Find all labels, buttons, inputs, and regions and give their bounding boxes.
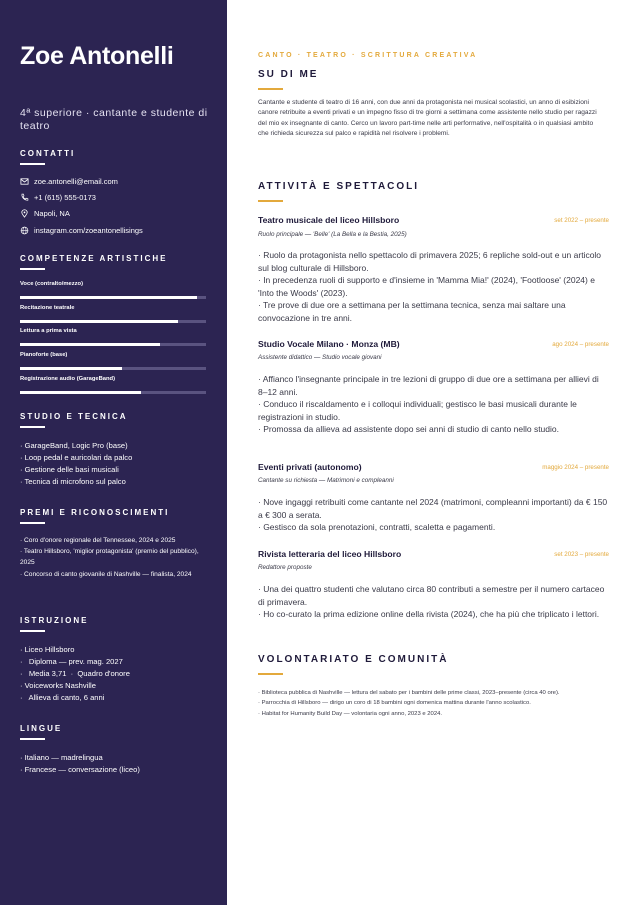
email-icon xyxy=(20,177,29,186)
skill-bar-fill xyxy=(20,343,160,346)
skills-rule xyxy=(20,268,45,270)
contact-website-text: instagram.com/zoeantonellisings xyxy=(34,225,143,235)
job-date: maggio 2024 – presente xyxy=(542,464,609,471)
skill-label: Lettura a prima vista xyxy=(20,328,77,334)
list-item: · Francese — conversazione (liceo) xyxy=(20,765,140,774)
skill-label: Recitazione teatrale xyxy=(20,305,75,311)
contact-phone[interactable] xyxy=(20,191,96,203)
contacts-rule xyxy=(20,163,45,165)
contact-location-text: Napoli, NA xyxy=(34,208,70,218)
skill-label: Voce (contralto/mezzo) xyxy=(20,281,84,287)
skill-label: Pianoforte (base) xyxy=(20,352,68,358)
list-item: · Parrocchia di Hillsboro — dirigo un coro di 18 bambini ogni domenica mattina durante l'anno scolastico. xyxy=(258,700,531,707)
languages-heading: LINGUE xyxy=(20,724,63,733)
job-title: Eventi privati (autonomo) xyxy=(258,462,362,472)
job-role: Cantante su richiesta — Matrimoni e compleanni xyxy=(258,477,394,484)
contact-location xyxy=(20,207,70,219)
contact-email[interactable] xyxy=(20,175,118,187)
job-bullets xyxy=(258,583,610,621)
main-content xyxy=(227,0,640,905)
list-item: · Conduco il riscaldamento e i colloqui individuali; gestisco le basi musicali durante le registrazioni in studio. xyxy=(258,399,577,422)
skill-label: Registrazione audio (GarageBand) xyxy=(20,376,116,382)
list-item: · Habitat for Humanity Build Day — volontaria ogni anno, 2023 e 2024. xyxy=(258,710,443,717)
skill-bar xyxy=(20,367,206,370)
contact-website[interactable] xyxy=(20,224,143,236)
candidate-subtitle: 4ª superiore · cantante e studente di teatro xyxy=(20,107,208,132)
education-rule xyxy=(20,630,45,632)
list-item: · Italiano — madrelingua xyxy=(20,753,103,762)
list-item: · Ruolo da protagonista nello spettacolo di primavera 2025; 6 repliche sold-out e un articolo sul blog culturale di Hillsboro. xyxy=(258,250,602,273)
list-item: · Liceo Hillsboro xyxy=(20,645,75,654)
list-item: · Nove ingaggi retribuiti come cantante nel 2024 (matrimoni, compleanni importanti) da € 150 a € 300 a serata. xyxy=(258,497,608,520)
volunteer-list xyxy=(258,688,618,719)
about-rule xyxy=(258,88,283,90)
list-item: · Gestione delle basi musicali xyxy=(20,465,119,474)
job-date: set 2022 – presente xyxy=(554,217,609,224)
skills-heading: COMPETENZE ARTISTICHE xyxy=(20,254,168,263)
list-item: · Tre prove di due ore a settimana per la settimana tecnica, senza mai saltare una convocazione in tre anni. xyxy=(258,300,566,323)
skill-bar-fill xyxy=(20,391,141,394)
list-item: · Loop pedal e auricolari da palco xyxy=(20,453,133,462)
studio-rule xyxy=(20,426,45,428)
list-item: · Diploma — prev. mag. 2027 xyxy=(20,657,123,666)
list-item: · In precedenza ruoli di supporto e d'insieme in 'Mamma Mia!' (2024), 'Footloose' (2024) e 'Into the Woods' (2023). xyxy=(258,275,595,298)
contacts-heading: CONTATTI xyxy=(20,149,76,158)
location-pin-icon xyxy=(20,209,29,218)
skill-bar-fill xyxy=(20,296,197,299)
volunteer-heading: VOLONTARIATO E COMUNITÀ xyxy=(258,654,449,665)
list-item: · GarageBand, Logic Pro (base) xyxy=(20,441,128,450)
contact-phone-text: +1 (615) 555-0173 xyxy=(34,192,96,202)
list-item: · Coro d'onore regionale del Tennessee, 2024 e 2025 xyxy=(20,537,176,544)
list-item: · Affianco l'insegnante principale in tre lezioni di gruppo di due ore a settimana per allievi di 8–12 anni. xyxy=(258,374,599,397)
list-item: · Concorso di canto giovanile di Nashville — finalista, 2024 xyxy=(20,570,192,578)
list-item: · Allieva di canto, 6 anni xyxy=(20,693,105,702)
education-heading: ISTRUZIONE xyxy=(20,616,89,625)
awards-rule xyxy=(20,522,45,524)
skill-bar-fill xyxy=(20,320,178,323)
list-item: · Una dei quattro studenti che valutano circa 80 contributi a semestre per il numero cartaceo di primavera. xyxy=(258,584,605,607)
studio-heading: STUDIO E TECNICA xyxy=(20,412,128,421)
about-heading: SU DI ME xyxy=(258,69,319,80)
globe-icon xyxy=(20,226,29,235)
skill-bar xyxy=(20,391,206,394)
volunteer-rule xyxy=(258,673,283,675)
languages-list xyxy=(20,752,215,776)
list-item: · Biblioteca pubblica di Nashville — lettura del sabato per i bambini delle prime classi, 2023–presente (circa 40 ore). xyxy=(258,690,560,696)
job-bullets xyxy=(258,249,610,325)
awards-heading: PREMI E RICONOSCIMENTI xyxy=(20,508,170,517)
list-item: · Voiceworks Nashville xyxy=(20,681,96,690)
job-date: ago 2024 – presente xyxy=(552,341,609,348)
job-role: Assistente didattico — Studio vocale giovani xyxy=(258,354,382,361)
phone-icon xyxy=(20,193,29,202)
job-bullets xyxy=(258,496,610,534)
list-item: · Teatro Hillsboro, 'miglior protagonista' (premio del pubblico), 2025 xyxy=(20,548,199,567)
education-list xyxy=(20,644,215,704)
candidate-name: Zoe Antonelli xyxy=(20,42,174,70)
skill-bar xyxy=(20,343,206,346)
contact-email-text: zoe.antonelli@email.com xyxy=(34,176,118,186)
list-item: · Media 3,71 · Quadro d'onore xyxy=(20,669,130,678)
job-title: Teatro musicale del liceo Hillsboro xyxy=(258,215,400,225)
tagline: CANTO · TEATRO · SCRITTURA CREATIVA xyxy=(258,52,478,59)
skill-bar-fill xyxy=(20,367,122,370)
list-item: · Tecnica di microfono sul palco xyxy=(20,477,126,486)
job-title: Rivista letteraria del liceo Hillsboro xyxy=(258,549,402,559)
activities-rule xyxy=(258,200,283,202)
about-text: Cantante e studente di teatro di 16 anni, con due anni da protagonista nei musical scolastici, un anno di esibizioni canore retribuite a eventi privati e un impegno fisso di tre giorni a settimana come assistente nello studio per ragazzi del mio ex insegnante di canto. Cerco un lavoro part-time nelle arti performative, nell'ospitalità o in qualsiasi ambito che richieda sicurezza sul palco e rapidità nel risolvere i problemi. xyxy=(258,99,597,137)
job-role: Ruolo principale — 'Belle' (La Bella e la Bestia, 2025) xyxy=(258,231,407,238)
skill-bar xyxy=(20,296,206,299)
job-title: Studio Vocale Milano · Monza (MB) xyxy=(258,339,400,349)
list-item: · Promossa da allieva ad assistente dopo sei anni di studio di canto nello studio. xyxy=(258,424,559,435)
skill-bar xyxy=(20,320,206,323)
awards-list xyxy=(20,535,210,580)
studio-list xyxy=(20,440,215,488)
activities-heading: ATTIVITÀ E SPETTACOLI xyxy=(258,181,420,192)
sidebar xyxy=(0,0,227,905)
job-date: set 2023 – presente xyxy=(554,551,609,558)
job-bullets xyxy=(258,373,610,436)
job-role: Redattore proposte xyxy=(258,564,312,571)
list-item: · Gestisco da sola prenotazioni, contratti, scaletta e pagamenti. xyxy=(258,522,496,533)
languages-rule xyxy=(20,738,45,740)
list-item: · Ho co-curato la prima edizione online della rivista (2024), che ha più che triplicato i lettori. xyxy=(258,609,600,620)
